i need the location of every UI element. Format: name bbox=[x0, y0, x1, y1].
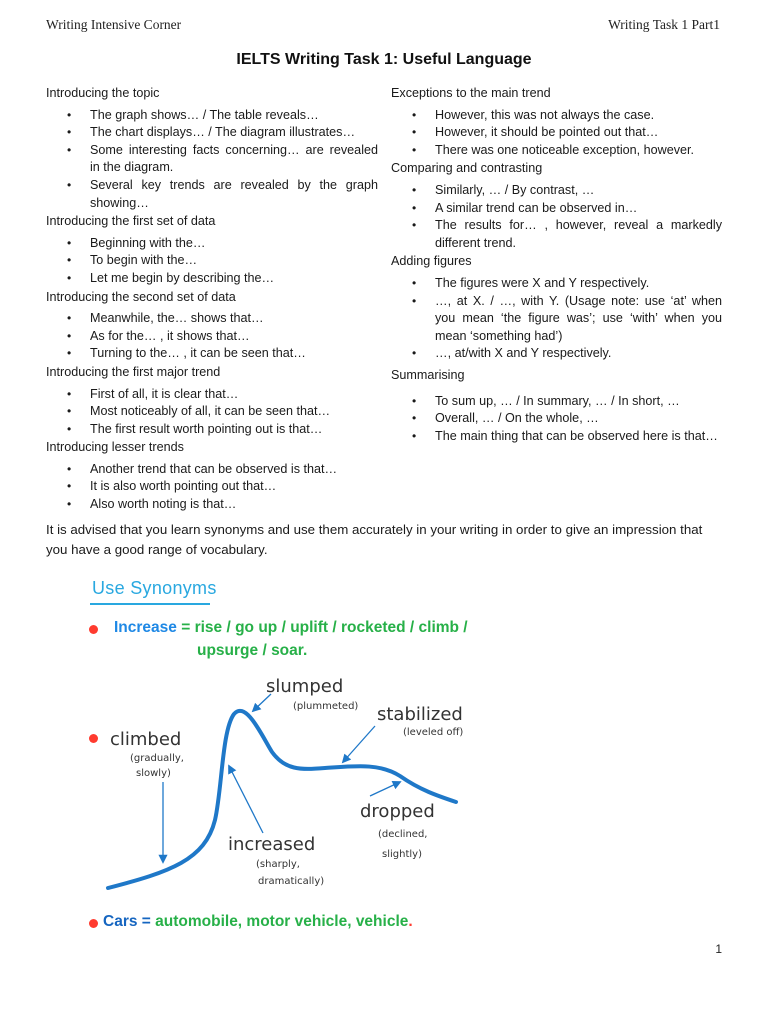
label-stabilized: stabilized bbox=[377, 704, 463, 725]
section-heading: Introducing lesser trends bbox=[46, 440, 184, 455]
increase-values-2: upsurge / soar. bbox=[197, 642, 308, 659]
list-item: • To begin with the… bbox=[46, 252, 378, 270]
increase-key: Increase bbox=[114, 619, 177, 636]
list-item: • Another trend that can be observed is that… bbox=[46, 461, 378, 479]
note-dropped-1: (declined, bbox=[378, 829, 428, 840]
note-increased-2: dramatically) bbox=[258, 876, 325, 887]
increase-equals: = bbox=[176, 619, 195, 636]
phrase-list bbox=[46, 461, 378, 514]
list-item: • Also worth noting is that… bbox=[46, 496, 378, 514]
section-heading: Introducing the first set of data bbox=[46, 214, 216, 229]
list-item: • The figures were X and Y respectively. bbox=[391, 275, 722, 293]
right-column bbox=[391, 85, 722, 446]
section-heading: Introducing the first major trend bbox=[46, 364, 221, 379]
bullet-dot-icon bbox=[89, 625, 98, 634]
phrase-list bbox=[391, 107, 722, 160]
synonyms-title: Use Synonyms bbox=[92, 578, 217, 598]
list-item: • Similarly, … / By contrast, … bbox=[391, 182, 722, 200]
section-heading: Adding figures bbox=[391, 254, 472, 269]
list-item: • The chart displays… / The diagram illustrates… bbox=[46, 124, 378, 142]
list-item: • The first result worth pointing out is that… bbox=[46, 421, 378, 439]
list-item: • To sum up, … / In summary, … / In short, … bbox=[391, 393, 722, 411]
phrase-list bbox=[46, 107, 378, 213]
note-dropped-2: slightly) bbox=[382, 849, 422, 860]
cars-values: automobile, motor vehicle, vehicle bbox=[155, 913, 409, 930]
note-climbed-1: (gradually, bbox=[130, 753, 184, 764]
note-slumped: (plummeted) bbox=[293, 701, 359, 712]
list-item: • …, at/with X and Y respectively. bbox=[391, 345, 722, 363]
list-item: • A similar trend can be observed in… bbox=[391, 200, 722, 218]
left-column bbox=[46, 85, 378, 515]
section-heading: Comparing and contrasting bbox=[391, 161, 543, 176]
note-climbed-2: slowly) bbox=[136, 768, 171, 779]
note-increased-1: (sharply, bbox=[256, 859, 300, 870]
list-item: • As for the… , it shows that… bbox=[46, 328, 378, 346]
phrase-list bbox=[46, 235, 378, 288]
list-item: • However, this was not always the case. bbox=[391, 107, 722, 125]
cars-end: . bbox=[408, 913, 413, 930]
list-item: • Meanwhile, the… shows that… bbox=[46, 310, 378, 328]
list-item: • The results for… , however, reveal a markedly different trend. bbox=[391, 217, 722, 252]
list-item: • Turning to the… , it can be seen that… bbox=[46, 345, 378, 363]
page-number: 1 bbox=[715, 942, 722, 956]
list-item: • …, at X. / …, with Y. (Usage note: use ‘at’ when you mean ‘the figure was’; use ‘with’ when you mean ‘something had’) bbox=[391, 293, 722, 346]
phrase-list bbox=[391, 393, 722, 446]
list-item: • Overall, … / On the whole, … bbox=[391, 410, 722, 428]
phrase-list bbox=[46, 386, 378, 439]
header-left: Writing Intensive Corner bbox=[46, 17, 182, 32]
trend-diagram bbox=[0, 660, 768, 910]
title-underline bbox=[90, 603, 210, 605]
header-right: Writing Task 1 Part1 bbox=[608, 17, 720, 32]
section-heading: Summarising bbox=[391, 367, 465, 382]
label-dropped: dropped bbox=[360, 801, 435, 822]
list-item: • The graph shows… / The table reveals… bbox=[46, 107, 378, 125]
list-item: • Several key trends are revealed by the graph showing… bbox=[46, 177, 378, 212]
list-item: • Some interesting facts concerning… are revealed in the diagram. bbox=[46, 142, 378, 177]
list-item: • There was one noticeable exception, however. bbox=[391, 142, 722, 160]
arrow-increased bbox=[229, 766, 263, 833]
phrase-list bbox=[46, 310, 378, 363]
list-item: • It is also worth pointing out that… bbox=[46, 478, 378, 496]
arrow-stabilized bbox=[343, 726, 375, 762]
list-item: • Most noticeably of all, it can be seen that… bbox=[46, 403, 378, 421]
list-item: • Let me begin by describing the… bbox=[46, 270, 378, 288]
arrow-dropped bbox=[370, 782, 400, 796]
phrase-list bbox=[391, 182, 722, 252]
cars-key: Cars = bbox=[103, 913, 156, 930]
increase-synonyms-line1 bbox=[114, 619, 468, 637]
list-item: • The main thing that can be observed here is that… bbox=[391, 428, 722, 446]
list-item: • First of all, it is clear that… bbox=[46, 386, 378, 404]
section-heading: Introducing the topic bbox=[46, 86, 160, 100]
label-increased: increased bbox=[228, 834, 316, 855]
list-item: • Beginning with the… bbox=[46, 235, 378, 253]
section-heading: Introducing the second set of data bbox=[46, 289, 236, 304]
label-climbed: climbed bbox=[110, 729, 182, 750]
label-slumped: slumped bbox=[266, 676, 344, 697]
section-heading: Exceptions to the main trend bbox=[391, 86, 551, 100]
page-title: IELTS Writing Task 1: Useful Language bbox=[236, 51, 532, 68]
list-item: • However, it should be pointed out that… bbox=[391, 124, 722, 142]
advice-paragraph: It is advised that you learn synonyms and use them accurately in your writing in order to give an impression that you have a good range of vocabulary. bbox=[46, 522, 703, 557]
cars-synonyms-line bbox=[103, 913, 413, 931]
increase-values-1: rise / go up / uplift / rocketed / climb / bbox=[194, 619, 468, 636]
phrase-list bbox=[391, 275, 722, 363]
note-stabilized: (leveled off) bbox=[403, 727, 464, 738]
bullet-dot-icon bbox=[89, 919, 98, 928]
